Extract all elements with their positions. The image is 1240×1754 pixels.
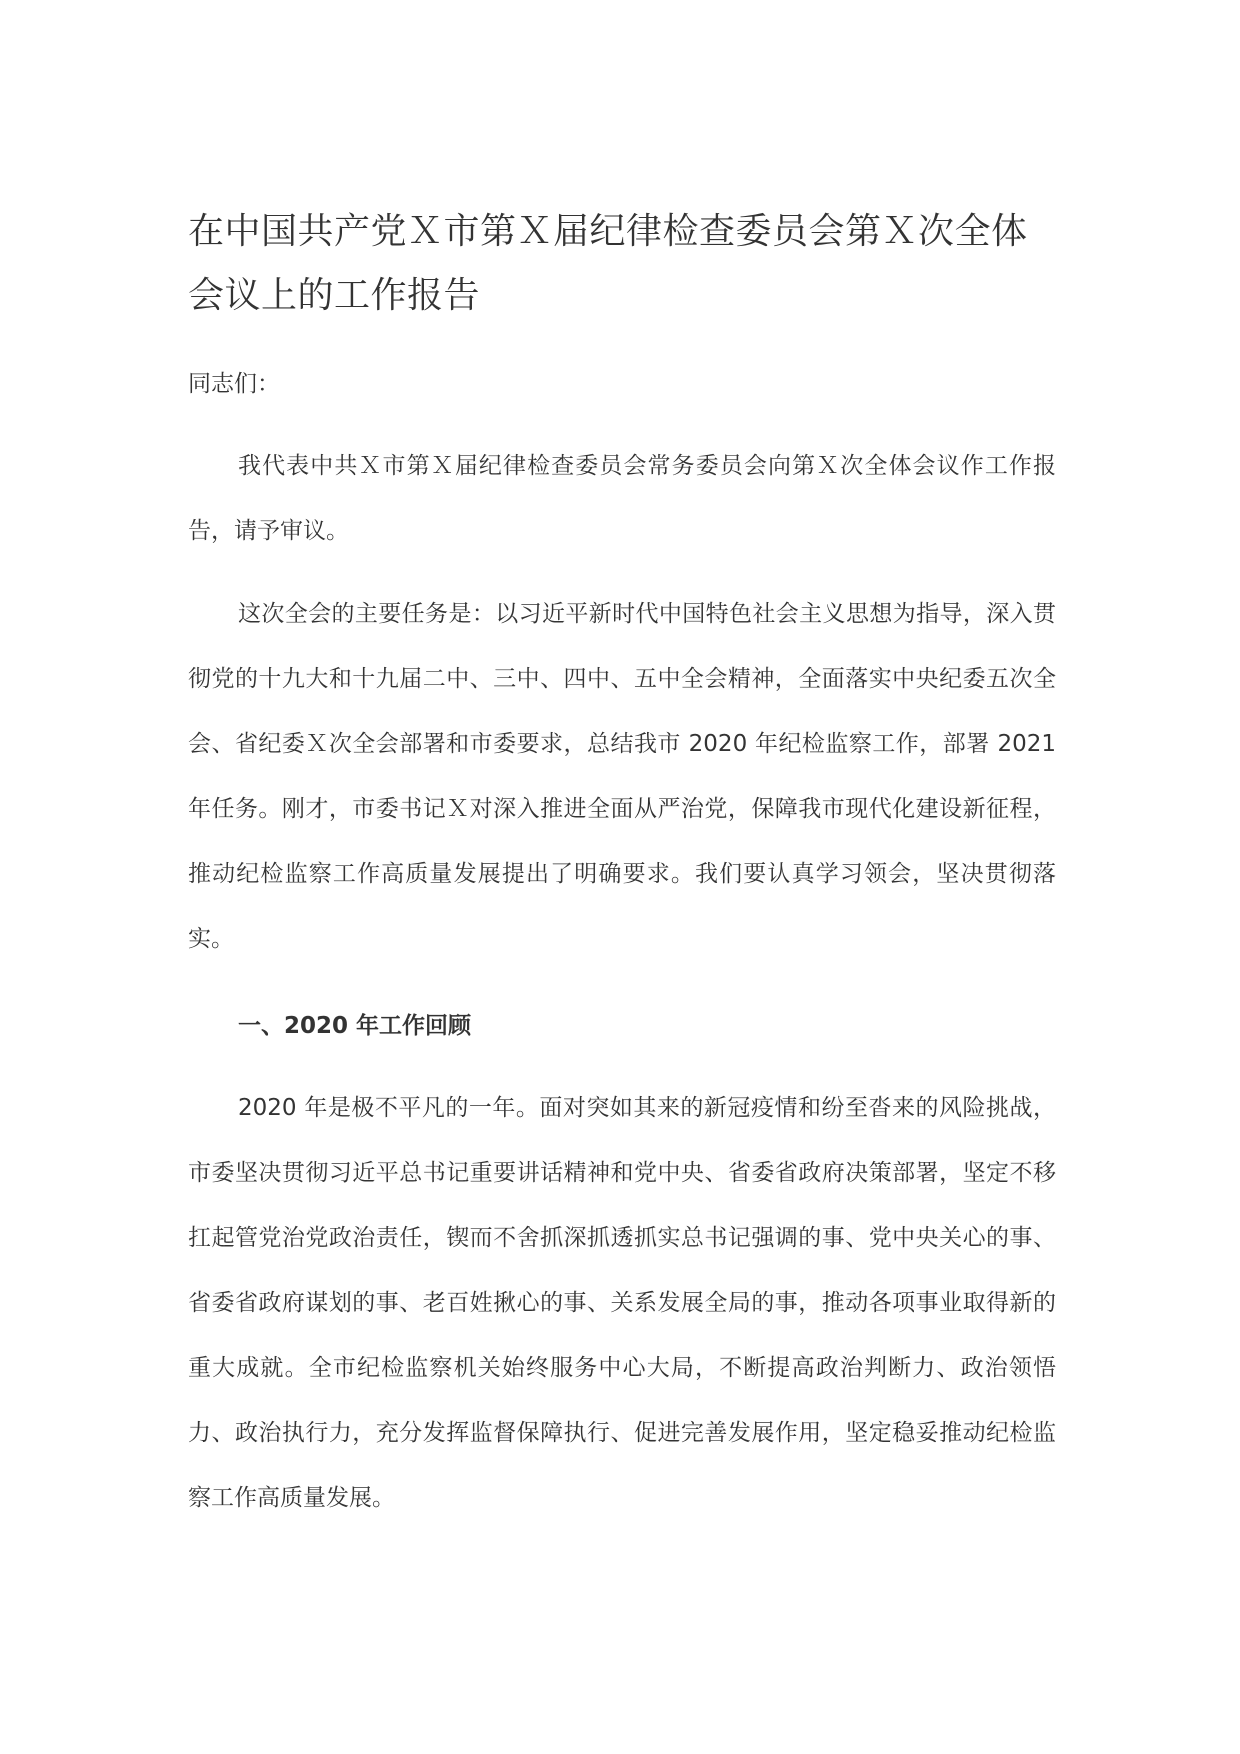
- document-page: [188, 200, 1056, 1531]
- salutation: 同志们：: [188, 371, 280, 397]
- paragraph-main-tasks: 这次全会的主要任务是：以习近平新时代中国特色社会主义思想为指导，深入贯彻党的十九大和十九届二中、三中、四中、五中全会精神，全面落实中央纪委五次全会、省纪委Ｘ次全会部署和市委要求，总结我市 2020 年纪检监察工作，部署 2021 年任务。刚才，市委书记Ｘ对深入推进全面从严治党，保障我市现代化建设新征程，推动纪检监察工作高质量发展提出了明确要求。我们要认真学习领会，坚决贯彻落实。: [188, 601, 1056, 952]
- section-heading: 一、2020 年工作回顾: [238, 1013, 472, 1039]
- paragraph-report-intro: 我代表中共Ｘ市第Ｘ届纪律检查委员会常务委员会向第Ｘ次全体会议作工作报告，请予审议。: [188, 453, 1056, 544]
- document-title: 在中国共产党Ｘ市第Ｘ届纪律检查委员会第Ｘ次全体会议上的工作报告: [188, 211, 1028, 316]
- paragraph-2020-review: 2020 年是极不平凡的一年。面对突如其来的新冠疫情和纷至沓来的风险挑战，市委坚决贯彻习近平总书记重要讲话精神和党中央、省委省政府决策部署，坚定不移扛起管党治党政治责任，锲而不舍抓深抓透抓实总书记强调的事、党中央关心的事、省委省政府谋划的事、老百姓揪心的事、关系发展全局的事，推动各项事业取得新的重大成就。全市纪检监察机关始终服务中心大局，不断提高政治判断力、政治领悟力、政治执行力，充分发挥监督保障执行、促进完善发展作用，坚定稳妥推动纪检监察工作高质量发展。: [188, 1095, 1056, 1511]
